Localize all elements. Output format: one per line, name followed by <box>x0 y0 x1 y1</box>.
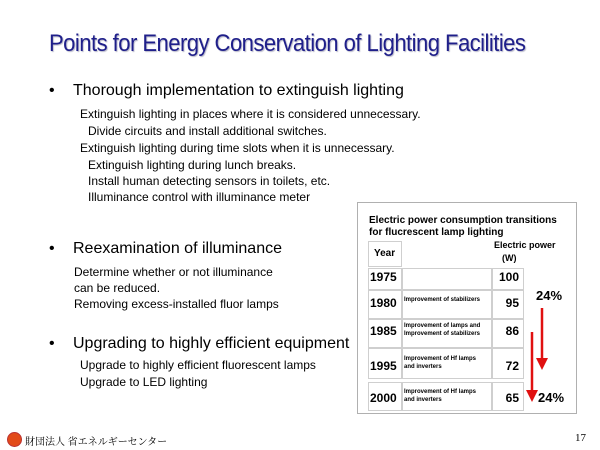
bullet-heading-3 <box>49 335 349 353</box>
row-desc-line: Improvement of stabilizers <box>404 331 481 337</box>
row-desc <box>404 388 476 404</box>
page-number: 17 <box>575 432 586 444</box>
row-desc <box>404 355 476 371</box>
bullet-heading-1 <box>49 82 404 100</box>
org-logo-icon <box>7 432 22 447</box>
arrow-down-icon <box>526 332 538 402</box>
section2-line: Determine whether or not illuminance <box>74 265 273 279</box>
header-unit: (W) <box>502 253 517 263</box>
section1-line: Illuminance control with illuminance meter <box>88 190 311 204</box>
section1-line: Extinguish lighting during time slots when it is unnecessary. <box>80 141 395 155</box>
row-desc-line: and inverters <box>404 397 442 403</box>
section2-line: can be reduced. <box>74 281 161 295</box>
row-year: 1985 <box>370 324 397 338</box>
section1-line: Install human detecting sensors in toilets, etc. <box>88 174 331 188</box>
row-desc <box>404 322 480 338</box>
bullet-heading-2 <box>49 240 282 258</box>
table-title-line: Electric power consumption transitions <box>369 215 557 226</box>
heading-text: Reexamination of illuminance <box>73 240 282 257</box>
row-desc-line: and inverters <box>404 364 442 370</box>
row-desc <box>404 296 480 304</box>
row-value: 95 <box>505 296 519 310</box>
bullet-dot-icon: • <box>49 82 55 99</box>
section2-line: Removing excess-installed fluor lamps <box>74 297 279 311</box>
section3-line: Upgrade to LED lighting <box>80 375 208 389</box>
bullet-dot-icon: • <box>49 335 55 352</box>
row-value: 100 <box>498 270 519 284</box>
row-desc-line: Improvement of Hf lamps <box>404 356 477 362</box>
footer-org: 財団法人 省エネルギーセンター <box>25 437 168 448</box>
row-value: 65 <box>505 391 519 405</box>
row-value: 86 <box>505 324 519 338</box>
heading-text: Thorough implementation to extinguish lighting <box>73 82 404 99</box>
section1-line: Extinguish lighting during lunch breaks. <box>88 158 297 172</box>
row-year: 1980 <box>370 296 397 310</box>
header-electric-power: Electric power <box>494 240 556 250</box>
row-desc-line: Improvement of stabilizers <box>404 297 481 303</box>
section3-line: Upgrade to highly efficient fluorescent lamps <box>80 358 316 372</box>
table-title <box>369 215 557 239</box>
bullet-dot-icon: • <box>49 240 55 257</box>
section1-line: Extinguish lighting in places where it is considered unnecessary. <box>80 107 421 121</box>
row-year: 1975 <box>370 270 397 284</box>
desc-cell <box>402 290 492 319</box>
row-desc-line: Improvement of lamps and <box>404 323 481 329</box>
reduction-arrows <box>520 300 560 410</box>
row-year: 1995 <box>370 359 397 373</box>
heading-text: Upgrading to highly efficient equipment <box>73 335 350 352</box>
table-title-line: for flucrescent lamp lighting <box>369 227 504 238</box>
percent-label-top: 24% <box>536 288 563 303</box>
header-cell-desc <box>402 241 492 267</box>
row-year: 2000 <box>370 391 397 405</box>
desc-cell <box>402 268 492 290</box>
row-desc-line: Improvement of Hf lamps <box>404 389 477 395</box>
section1-line: Divide circuits and install additional switches. <box>88 124 327 138</box>
header-year: Year <box>374 248 396 259</box>
percent-label-bottom: 24% <box>538 390 565 405</box>
arrow-down-icon <box>536 308 548 370</box>
row-value: 72 <box>505 359 519 373</box>
slide-title: Points for Energy Conservation of Lighting Facilities <box>49 30 526 57</box>
